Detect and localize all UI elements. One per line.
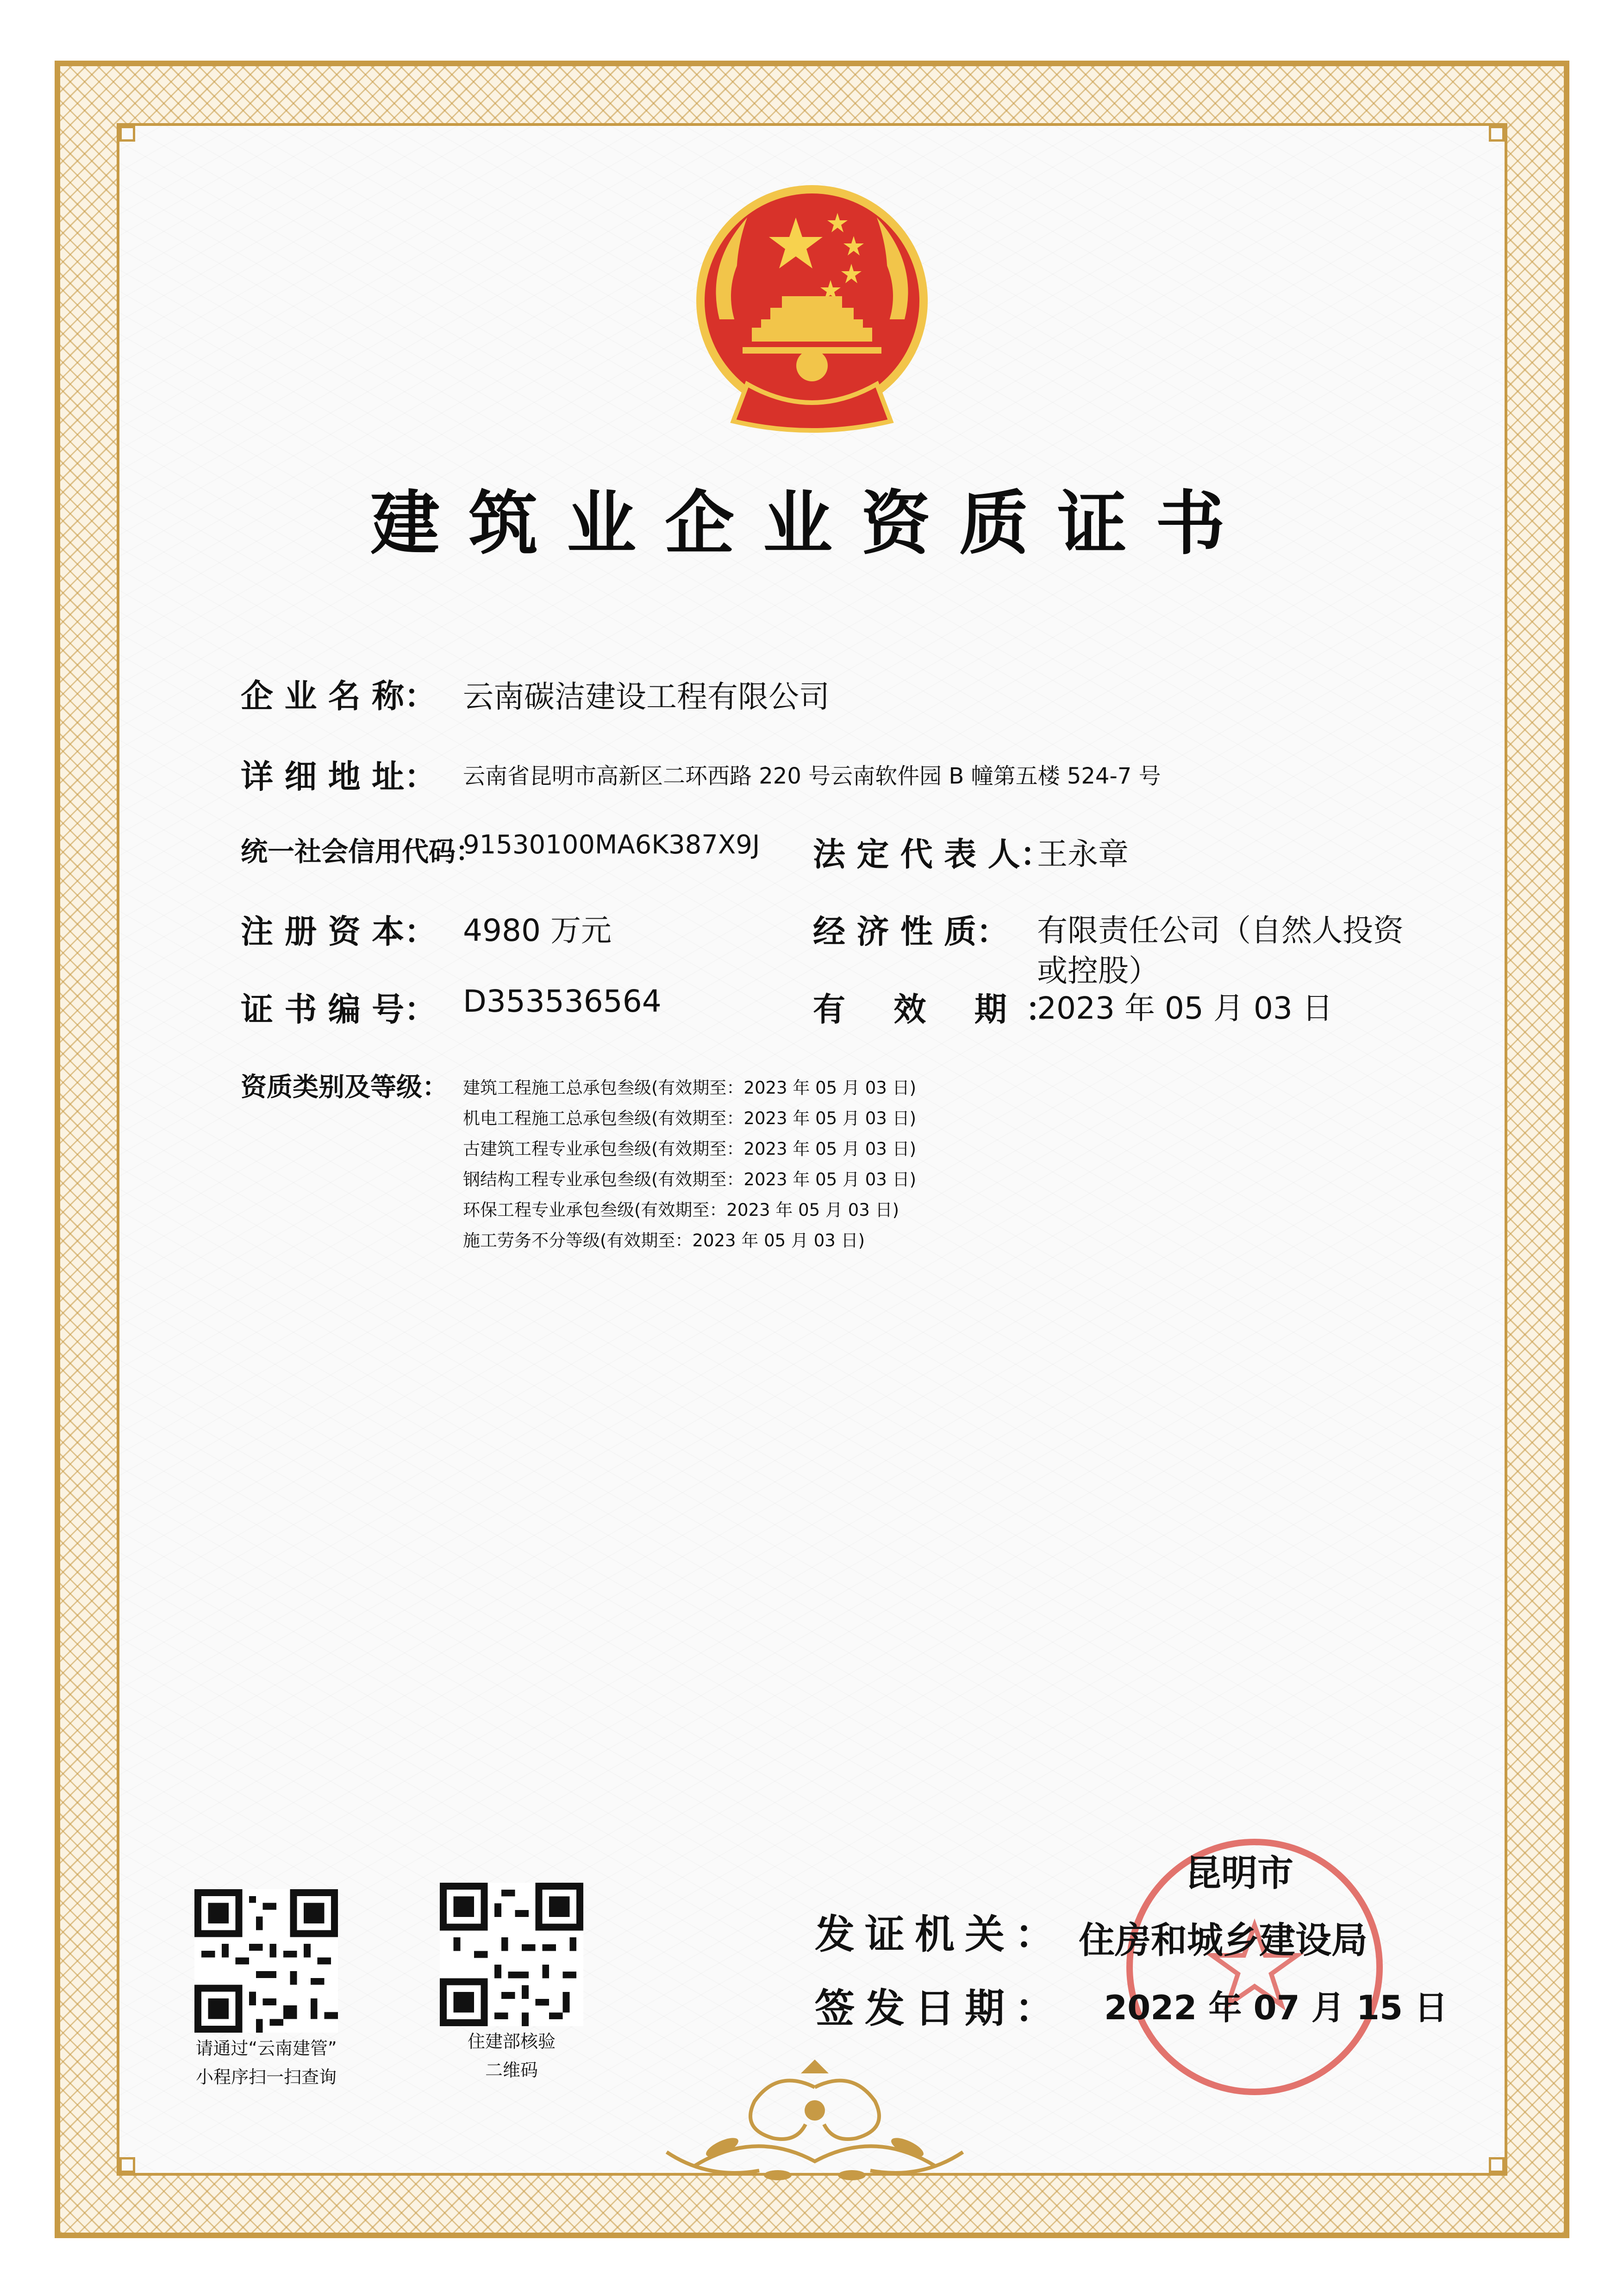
capital-label: 注 册 资 本： xyxy=(241,913,437,951)
list-item: 古建筑工程专业承包叁级(有效期至：2023 年 05 月 03 日) xyxy=(463,1139,916,1159)
ornament-icon xyxy=(639,2060,991,2194)
list-item: 钢结构工程专业承包叁级(有效期至：2023 年 05 月 03 日) xyxy=(463,1170,916,1189)
nature-value-line2: 或控股） xyxy=(1037,953,1159,989)
list-item: 环保工程专业承包叁级(有效期至：2023 年 05 月 03 日) xyxy=(463,1200,899,1220)
corner-mark xyxy=(1489,2157,1505,2173)
legal-rep-value: 王永章 xyxy=(1037,836,1129,872)
credit-code-value: 91530100MA6K387X9J xyxy=(463,830,760,860)
list-item: 机电工程施工总承包叁级(有效期至：2023 年 05 月 03 日) xyxy=(463,1108,916,1128)
nature-value-line1: 有限责任公司（自然人投资 xyxy=(1037,913,1404,948)
cert-no-label: 证 书 编 号： xyxy=(241,990,437,1028)
cert-no-value: D353536564 xyxy=(463,983,662,1019)
qr-caption-line: 请通过“云南建管” xyxy=(195,2038,337,2059)
qualifications-label: 资质类别及等级： xyxy=(241,1072,448,1102)
certificate-title: 建筑业企业资质证书 xyxy=(370,484,1254,564)
national-emblem-icon xyxy=(692,180,932,440)
corner-mark xyxy=(119,2157,135,2173)
company-name-value: 云南碳洁建设工程有限公司 xyxy=(463,679,830,715)
issue-date-value: 2022 年 07 月 15 日 xyxy=(1104,1988,1448,2027)
credit-code-label: 统一社会信用代码： xyxy=(241,836,483,867)
list-item: 施工劳务不分等级(有效期至：2023 年 05 月 03 日) xyxy=(463,1231,865,1251)
list-item: 建筑工程施工总承包叁级(有效期至：2023 年 05 月 03 日) xyxy=(463,1078,916,1098)
validity-value: 2023 年 05 月 03 日 xyxy=(1037,990,1333,1026)
nature-label: 经 济 性 质： xyxy=(813,913,1009,951)
legal-rep-label: 法 定 代 表 人： xyxy=(813,835,1053,873)
capital-value: 4980 万元 xyxy=(463,913,612,948)
authority-value-line2: 住房和城乡建设局 xyxy=(1079,1920,1368,1961)
address-value: 云南省昆明市高新区二环西路 220 号云南软件园 B 幢第五楼 524-7 号 xyxy=(463,763,1161,789)
qr-caption-line: 住建部核验 xyxy=(467,2031,556,2052)
validity-label: 有 效 期： xyxy=(813,990,1076,1028)
issue-date-label: 签发日期： xyxy=(815,1985,1065,2032)
qr-code-icon[interactable] xyxy=(440,1883,583,2026)
qr-caption-right xyxy=(417,2027,606,2084)
company-name-label: 企 业 名 称： xyxy=(241,677,437,715)
qr-caption-line: 二维码 xyxy=(485,2060,538,2080)
qr-caption-left xyxy=(157,2034,375,2091)
authority-value-line1: 昆明市 xyxy=(1185,1853,1294,1894)
corner-mark xyxy=(1489,126,1505,142)
corner-mark xyxy=(119,126,135,142)
qr-code-icon[interactable] xyxy=(194,1889,338,2033)
qualifications-list xyxy=(463,1073,916,1256)
authority-label: 发证机关： xyxy=(815,1911,1065,1958)
qr-caption-line: 小程序扫一扫查询 xyxy=(195,2067,337,2087)
address-label: 详 细 地 址： xyxy=(241,758,437,796)
